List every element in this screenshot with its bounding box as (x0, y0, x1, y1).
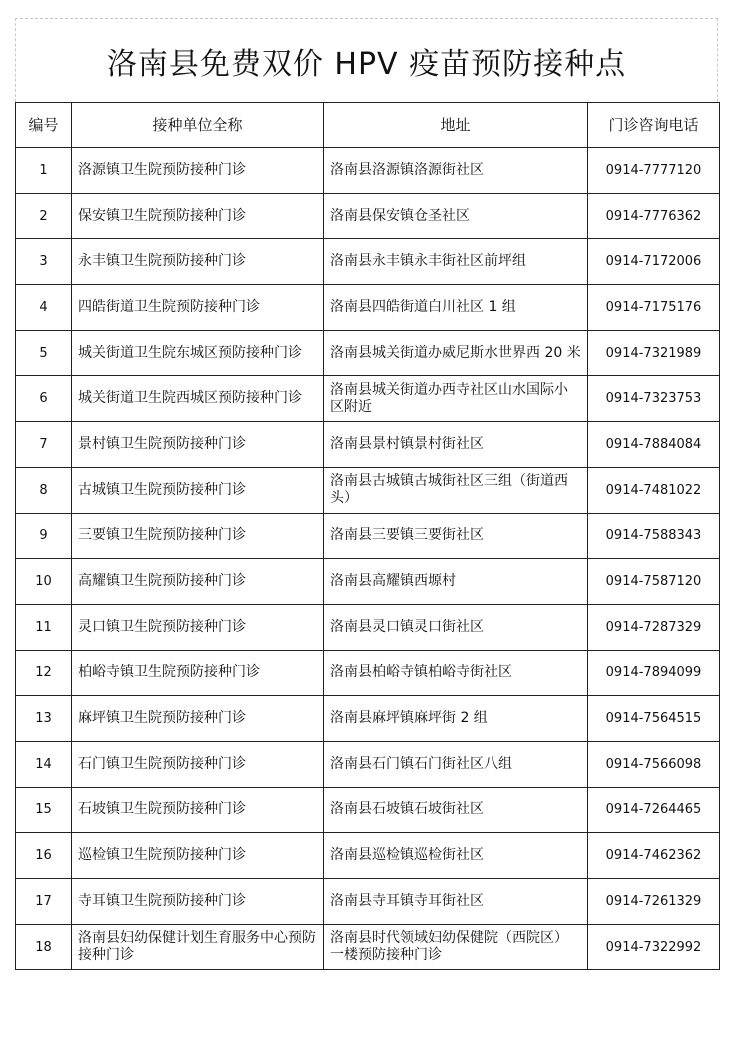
cell-number: 10 (16, 559, 72, 605)
table-row (16, 741, 720, 787)
cell-number: 18 (16, 924, 72, 970)
table-row (16, 239, 720, 285)
cell-number: 11 (16, 604, 72, 650)
cell-number: 3 (16, 239, 72, 285)
table-row (16, 285, 720, 331)
table-row (16, 467, 720, 513)
cell-address: 洛南县柏峪寺镇柏峪寺街社区 (324, 650, 588, 696)
cell-address: 洛南县时代领域妇幼保健院（西院区）一楼预防接种门诊 (324, 924, 588, 970)
vaccination-sites-table (15, 102, 720, 970)
cell-unit-name: 城关街道卫生院东城区预防接种门诊 (72, 330, 324, 376)
cell-unit-name: 柏峪寺镇卫生院预防接种门诊 (72, 650, 324, 696)
header-unit-name: 接种单位全称 (72, 103, 324, 148)
cell-number: 12 (16, 650, 72, 696)
cell-number: 7 (16, 422, 72, 468)
cell-address: 洛南县石坡镇石坡街社区 (324, 787, 588, 833)
cell-unit-name: 城关街道卫生院西城区预防接种门诊 (72, 376, 324, 422)
cell-unit-name: 洛源镇卫生院预防接种门诊 (72, 148, 324, 194)
cell-phone: 0914-7894099 (588, 650, 720, 696)
table-row (16, 422, 720, 468)
table-row (16, 148, 720, 194)
table-row (16, 513, 720, 559)
cell-unit-name: 古城镇卫生院预防接种门诊 (72, 467, 324, 513)
cell-phone: 0914-7776362 (588, 193, 720, 239)
cell-unit-name: 三要镇卫生院预防接种门诊 (72, 513, 324, 559)
table-row (16, 330, 720, 376)
cell-number: 17 (16, 879, 72, 925)
cell-phone: 0914-7323753 (588, 376, 720, 422)
cell-unit-name: 麻坪镇卫生院预防接种门诊 (72, 696, 324, 742)
table-row (16, 650, 720, 696)
cell-unit-name: 寺耳镇卫生院预防接种门诊 (72, 879, 324, 925)
cell-address: 洛南县麻坪镇麻坪街 2 组 (324, 696, 588, 742)
table-row (16, 696, 720, 742)
cell-number: 4 (16, 285, 72, 331)
cell-number: 6 (16, 376, 72, 422)
cell-number: 13 (16, 696, 72, 742)
cell-unit-name: 永丰镇卫生院预防接种门诊 (72, 239, 324, 285)
cell-address: 洛南县景村镇景村街社区 (324, 422, 588, 468)
cell-phone: 0914-7264465 (588, 787, 720, 833)
cell-phone: 0914-7321989 (588, 330, 720, 376)
cell-phone: 0914-7175176 (588, 285, 720, 331)
cell-unit-name: 景村镇卫生院预防接种门诊 (72, 422, 324, 468)
cell-phone: 0914-7287329 (588, 604, 720, 650)
cell-phone: 0914-7261329 (588, 879, 720, 925)
table-row (16, 376, 720, 422)
cell-address: 洛南县石门镇石门街社区八组 (324, 741, 588, 787)
title-box (15, 18, 718, 102)
cell-phone: 0914-7481022 (588, 467, 720, 513)
cell-unit-name: 洛南县妇幼保健计划生育服务中心预防接种门诊 (72, 924, 324, 970)
cell-number: 5 (16, 330, 72, 376)
table-row (16, 879, 720, 925)
cell-address: 洛南县保安镇仓圣社区 (324, 193, 588, 239)
header-address: 地址 (324, 103, 588, 148)
cell-phone: 0914-7588343 (588, 513, 720, 559)
table-row (16, 924, 720, 970)
cell-address: 洛南县古城镇古城街社区三组（街道西头） (324, 467, 588, 513)
cell-address: 洛南县四皓街道白川社区 1 组 (324, 285, 588, 331)
cell-unit-name: 石门镇卫生院预防接种门诊 (72, 741, 324, 787)
cell-address: 洛南县灵口镇灵口街社区 (324, 604, 588, 650)
cell-address: 洛南县三要镇三要街社区 (324, 513, 588, 559)
cell-phone: 0914-7564515 (588, 696, 720, 742)
cell-unit-name: 石坡镇卫生院预防接种门诊 (72, 787, 324, 833)
cell-address: 洛南县永丰镇永丰街社区前坪组 (324, 239, 588, 285)
table-row (16, 833, 720, 879)
cell-address: 洛南县巡检镇巡检街社区 (324, 833, 588, 879)
cell-number: 14 (16, 741, 72, 787)
cell-phone: 0914-7462362 (588, 833, 720, 879)
cell-address: 洛南县寺耳镇寺耳街社区 (324, 879, 588, 925)
cell-unit-name: 灵口镇卫生院预防接种门诊 (72, 604, 324, 650)
cell-unit-name: 四皓街道卫生院预防接种门诊 (72, 285, 324, 331)
table-row (16, 787, 720, 833)
cell-unit-name: 高耀镇卫生院预防接种门诊 (72, 559, 324, 605)
cell-unit-name: 巡检镇卫生院预防接种门诊 (72, 833, 324, 879)
table-row (16, 604, 720, 650)
cell-number: 16 (16, 833, 72, 879)
table-row (16, 559, 720, 605)
cell-phone: 0914-7566098 (588, 741, 720, 787)
cell-address: 洛南县洛源镇洛源街社区 (324, 148, 588, 194)
cell-unit-name: 保安镇卫生院预防接种门诊 (72, 193, 324, 239)
table-row (16, 193, 720, 239)
cell-phone: 0914-7172006 (588, 239, 720, 285)
cell-address: 洛南县城关街道办威尼斯水世界西 20 米 (324, 330, 588, 376)
page-title: 洛南县免费双价 HPV 疫苗预防接种点 (106, 46, 627, 82)
cell-phone: 0914-7777120 (588, 148, 720, 194)
cell-phone: 0914-7587120 (588, 559, 720, 605)
cell-phone: 0914-7322992 (588, 924, 720, 970)
cell-phone: 0914-7884084 (588, 422, 720, 468)
table-header-row (16, 103, 720, 148)
cell-address: 洛南县城关街道办西寺社区山水国际小区附近 (324, 376, 588, 422)
cell-number: 2 (16, 193, 72, 239)
cell-number: 15 (16, 787, 72, 833)
cell-number: 1 (16, 148, 72, 194)
header-phone: 门诊咨询电话 (588, 103, 720, 148)
cell-address: 洛南县高耀镇西塬村 (324, 559, 588, 605)
header-number: 编号 (16, 103, 72, 148)
cell-number: 8 (16, 467, 72, 513)
cell-number: 9 (16, 513, 72, 559)
